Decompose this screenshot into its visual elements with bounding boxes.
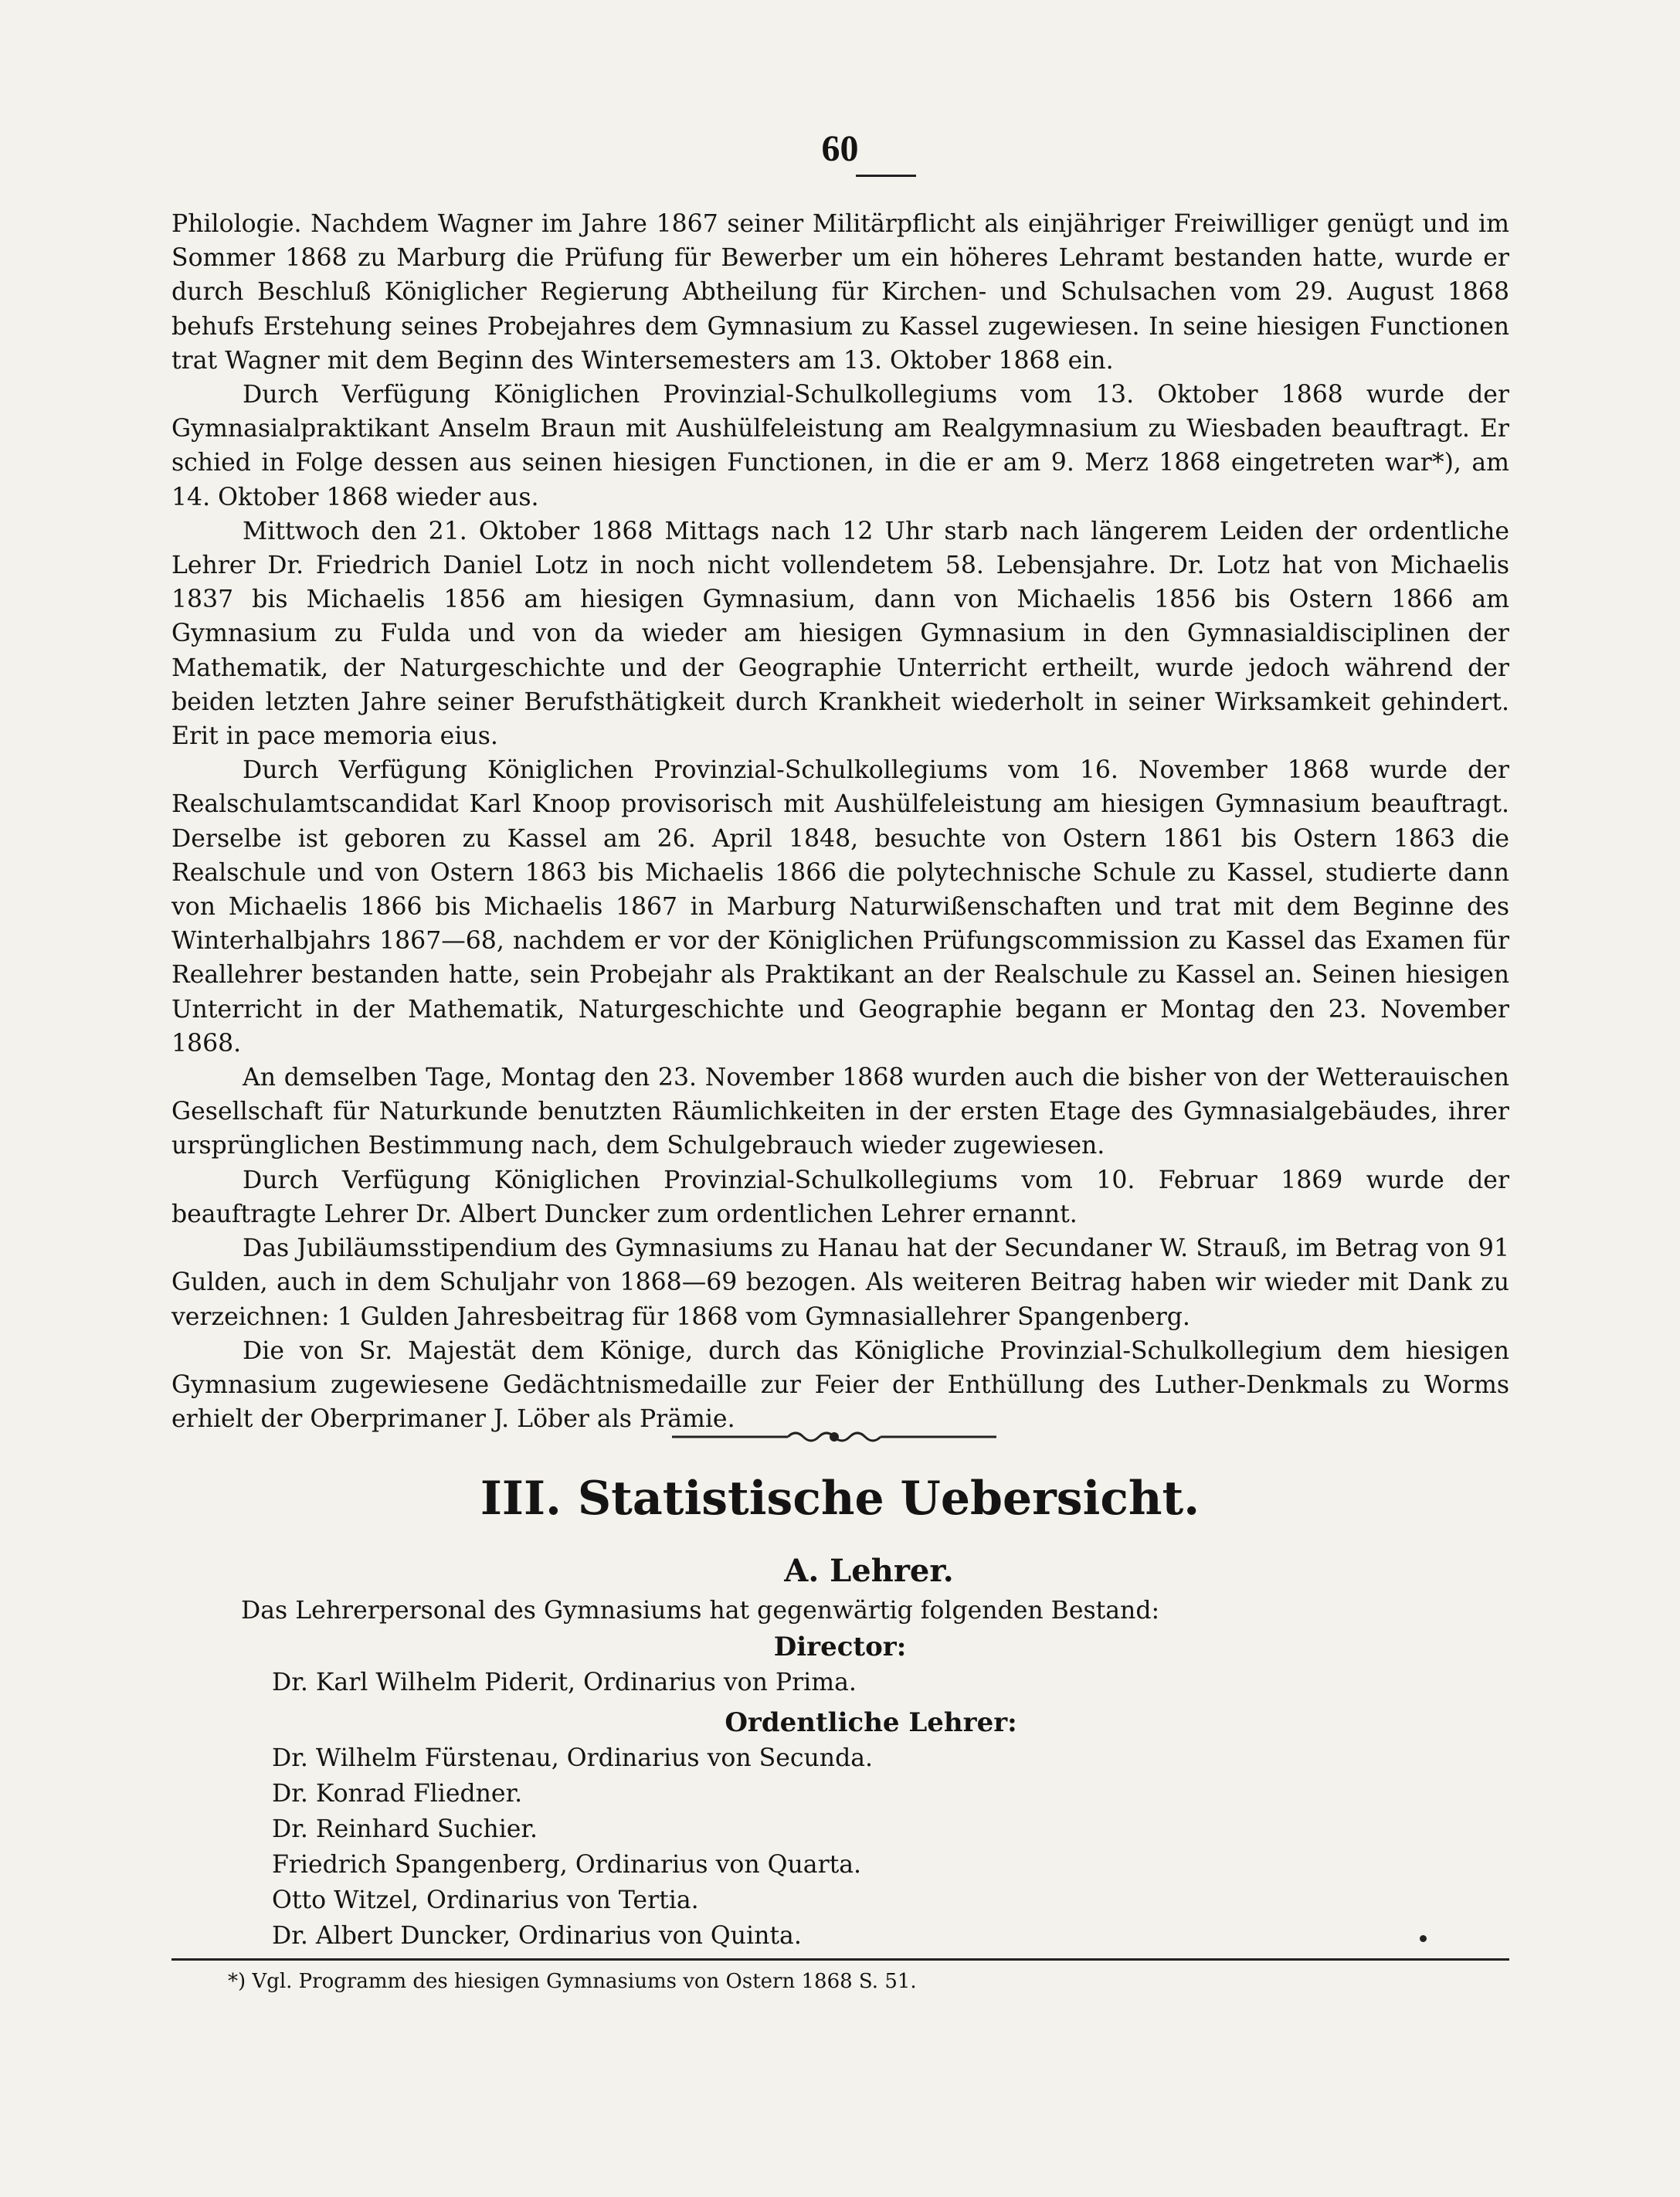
paragraph: Die von Sr. Majestät dem Könige, durch das Königliche Provinzial-Schulkollegium dem hiesigen Gymnasium zugewiesene Gedächtnismedaille zur Feier der Enthüllung des Luther-Denkmals zu Worms erhielt der Oberprimaner J. Löber als Prämie. xyxy=(171,1336,1509,1434)
staff-intro: Das Lehrerpersonal des Gymnasiums hat gegenwärtig folgenden Bestand: xyxy=(241,1597,1160,1625)
subsection-title: A. Lehrer. xyxy=(784,1553,954,1589)
page-number-underline xyxy=(856,175,916,177)
stray-dot xyxy=(1420,1935,1427,1942)
director-heading: Director: xyxy=(773,1632,907,1662)
teacher-entry: Dr. Konrad Fliedner. xyxy=(272,1780,523,1808)
teacher-entry: Dr. Reinhard Suchier. xyxy=(272,1815,538,1843)
footnote: *) Vgl. Programm des hiesigen Gymnasiums von Ostern 1868 S. 51. xyxy=(228,1970,917,1993)
teachers-heading: Ordentliche Lehrer: xyxy=(725,1707,1017,1738)
director-entry: Dr. Karl Wilhelm Piderit, Ordinarius von Prima. xyxy=(272,1669,857,1696)
paragraph: Mittwoch den 21. Oktober 1868 Mittags nach 12 Uhr starb nach längerem Leiden der ordentliche Lehrer Dr. Friedrich Daniel Lotz in noch nicht vollendetem 58. Lebensjahre. Dr. Lotz hat von Michaelis 1837 bis Michaelis 1856 am hiesigen Gymnasium, dann von Michaelis 1856 bis Ostern 1866 am Gymnasium zu Fulda und von da wieder am hiesigen Gymnasium in den Gymnasialdisciplinen der Mathematik, der Naturgeschichte und der Geographie Unterricht ertheilt, wurde jedoch während der beiden letzten Jahre seiner Berufsthätigkeit durch Krankheit wiederholt in seiner Wirksamkeit gehindert. Erit in pace memoria eius. xyxy=(171,517,1509,751)
ornament-divider xyxy=(672,1421,996,1452)
footnote-rule xyxy=(171,1958,1509,1961)
teacher-entry: Dr. Wilhelm Fürstenau, Ordinarius von Secunda. xyxy=(272,1744,874,1772)
paragraph: Durch Verfügung Königlichen Provinzial-Schulkollegiums vom 10. Februar 1869 wurde der beauftragte Lehrer Dr. Albert Duncker zum ordentlichen Lehrer ernannt. xyxy=(171,1166,1509,1228)
teacher-entry: Otto Witzel, Ordinarius von Tertia. xyxy=(272,1886,699,1914)
paragraph: Das Jubiläumsstipendium des Gymnasiums zu Hanau hat der Secundaner W. Strauß, im Betrag von 91 Gulden, auch in dem Schuljahr von 1868—69 bezogen. Als weiteren Beitrag haben wir wieder mit Dank zu verzeichnen: 1 Gulden Jahresbeitrag für 1868 vom Gymnasiallehrer Spangenberg. xyxy=(171,1234,1509,1331)
paragraph: Durch Verfügung Königlichen Provinzial-Schulkollegiums vom 16. November 1868 wurde der Realschulamtscandidat Karl Knoop provisorisch mit Aushülfeleistung am hiesigen Gymnasium beauftragt. Derselbe ist geboren zu Kassel am 26. April 1848, besuchte von Ostern 1861 bis Ostern 1863 die Realschule und von Ostern 1863 bis Michaelis 1866 die polytechnische Schule zu Kassel, studierte dann von Michaelis 1866 bis Michaelis 1867 in Marburg Naturwißenschaften und trat mit dem Beginne des Winterhalbjahrs 1867—68, nachdem er vor der Königlichen Prüfungscommission zu Kassel das Examen für Reallehrer bestanden hatte, sein Probejahr als Praktikant an der Realschule zu Kassel an. Seinen hiesigen Unterricht in der Mathematik, Naturgeschichte und Geographie begann er Montag den 23. November 1868. xyxy=(171,756,1509,1058)
paragraph: Philologie. Nachdem Wagner im Jahre 1867 seiner Militärpflicht als einjähriger Freiwilliger genügt und im Sommer 1868 zu Marburg die Prüfung für Bewerber um ein höheres Lehramt bestanden hatte, wurde er durch Beschluß Königlicher Regierung Abtheilung für Kirchen- und Schulsachen vom 29. August 1868 behufs Erstehung seines Probejahres dem Gymnasium zu Kassel zugewiesen. In seine hiesigen Functionen trat Wagner mit dem Beginn des Wintersemesters am 13. Oktober 1868 ein. xyxy=(171,210,1509,375)
paragraph: An demselben Tage, Montag den 23. November 1868 wurden auch die bisher von der Wetterauischen Gesellschaft für Naturkunde benutzten Räumlichkeiten in der ersten Etage des Gymnasialgebäudes, ihrer ursprünglichen Bestimmung nach, dem Schulgebrauch wieder zugewiesen. xyxy=(171,1064,1509,1160)
paragraph: Durch Verfügung Königlichen Provinzial-Schulkollegiums vom 13. Oktober 1868 wurde der Gymnasialpraktikant Anselm Braun mit Aushülfeleistung am Realgymnasium zu Wiesbaden beauftragt. Er schied in Folge dessen aus seinen hiesigen Functionen, in die er am 9. Merz 1868 eingetreten war*), am 14. Oktober 1868 wieder aus. xyxy=(171,381,1509,511)
teacher-entry: Dr. Albert Duncker, Ordinarius von Quinta. xyxy=(272,1922,802,1950)
teacher-entry: Friedrich Spangenberg, Ordinarius von Quarta. xyxy=(272,1851,862,1879)
body-text xyxy=(171,207,1509,1436)
page-number: 60 xyxy=(821,128,859,169)
section-title: III. Statistische Uebersicht. xyxy=(480,1472,1200,1526)
